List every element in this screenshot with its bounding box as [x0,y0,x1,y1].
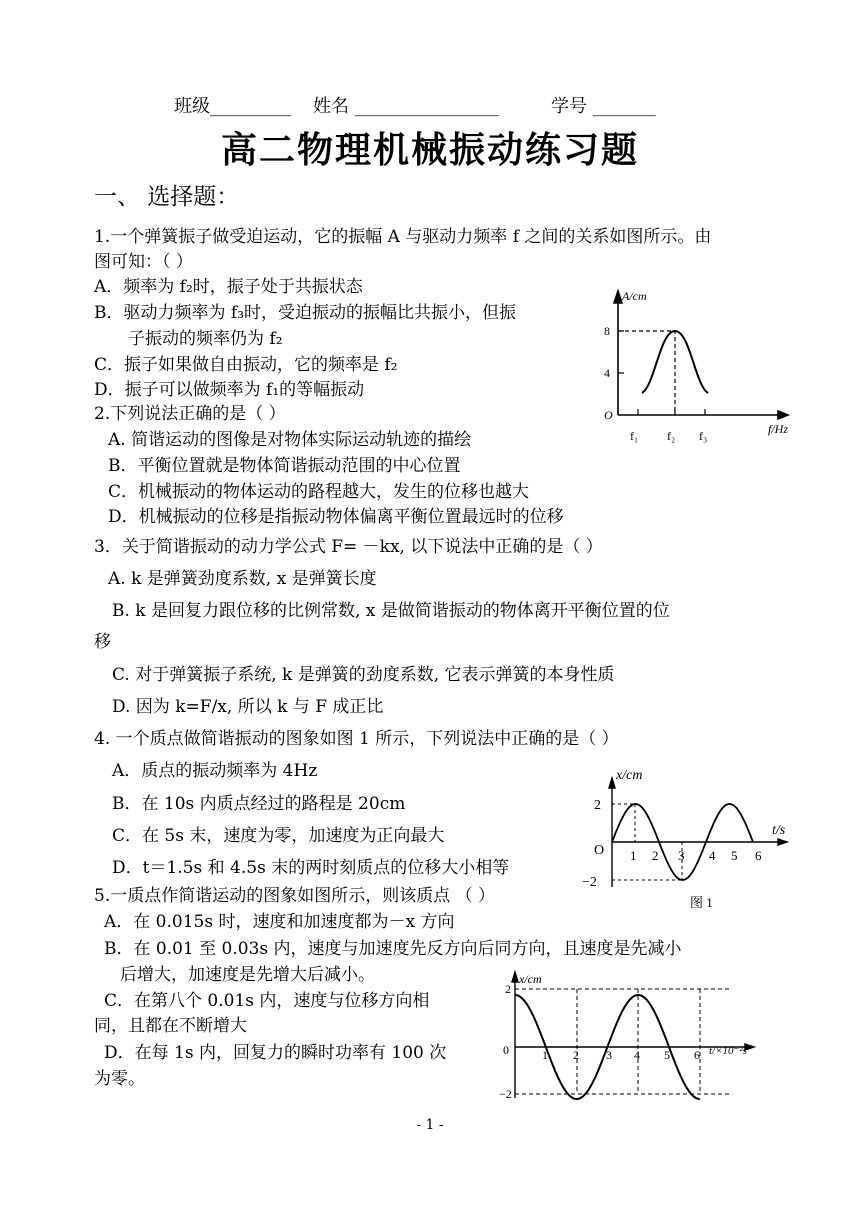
fig1-tick-x6: 6 [755,848,762,863]
fig1-tick-x4: 4 [709,848,716,863]
q2-option-b: B．平衡位置就是物体简谐振动范围的中心位置 [108,456,461,476]
q5-stem: 5.一质点作简谐运动的图象如图所示，则该质点 （ ） [94,886,496,906]
q3-stem: 3．关于简谐振动的动力学公式 F= －kx, 以下说法中正确的是（ ） [94,537,603,557]
fig1-tick-pos2: 2 [594,798,601,813]
q2-option-d: D．机械振动的位移是指振动物体偏离平衡位置最远时的位移 [108,507,564,527]
fig5-origin: 0 [503,1043,509,1057]
fig1-tick-neg2: −2 [582,875,597,890]
fig5-tick-x3: 3 [606,1048,612,1062]
page-title: 高二物理机械振动练习题 [220,130,639,171]
figure-1-oscillation-graph [580,762,795,912]
fig1-tick-x1: 1 [630,848,637,863]
class-label: 班级_________ [174,96,291,117]
q3-option-d: D. 因为 k=F/x, 所以 k 与 F 成正比 [112,697,384,717]
q2-stem: 2.下列说法正确的是（ ） [94,404,286,424]
resonance-f2: f₂ [667,429,676,443]
q5-oscillation-graph [495,968,760,1103]
q1-stem-line2: 图可知：（ ） [94,252,193,272]
q5-option-c-line1: C．在第八个 0.01s 内，速度与位移方向相 [104,991,430,1011]
resonance-tick-4: 4 [604,366,610,380]
fig1-origin: O [594,843,605,858]
q3-option-b-line1: B. k 是回复力跟位移的比例常数, x 是做简谐振动的物体离开平衡位置的位 [112,601,670,621]
q1-option-b-line1: B．驱动力频率为 f₃时，受迫振动的振幅比共振小，但振 [94,303,517,323]
fig1-tick-x3: 3 [678,848,685,863]
resonance-curve-figure [600,285,800,450]
resonance-f3: f₃ [699,429,708,443]
q4-option-d: D．t＝1.5s 和 4.5s 末的两时刻质点的位移大小相等 [112,858,510,878]
q4-option-b: B．在 10s 内质点经过的路程是 20cm [112,794,406,814]
q1-option-b-line2: 子振动的频率仍为 f₂ [128,329,283,349]
q1-option-d: D．振子可以做频率为 f₁的等幅振动 [94,380,365,400]
q4-option-c: C．在 5s 末，速度为零，加速度为正向最大 [112,826,445,846]
resonance-origin: O [604,408,613,422]
q5-option-d-line1: D．在每 1s 内，回复力的瞬时功率有 100 次 [104,1043,447,1063]
q1-option-c: C．振子如果做自由振动，它的频率是 f₂ [94,355,398,375]
q5-option-a: A．在 0.015s 时，速度和加速度都为－x 方向 [104,912,455,932]
resonance-f1: f₁ [630,429,639,443]
fig5-x-label: t/×10⁻²s [709,1045,747,1057]
fig1-y-label: x/cm [616,768,643,783]
fig5-tick-x2: 2 [573,1048,579,1062]
fig5-tick-x4: 4 [634,1048,640,1062]
q3-option-a: A. k 是弹簧劲度系数, x 是弹簧长度 [108,569,377,589]
fig1-caption: 图 1 [690,895,713,910]
section-heading: 一、 选择题： [94,184,240,210]
q3-option-c: C. 对于弹簧振子系统, k 是弹簧的劲度系数, 它表示弹簧的本身性质 [112,665,615,685]
q5-option-d-line2: 为零。 [94,1069,145,1089]
name-label: 姓名 ________________ [313,96,499,117]
q1-stem-line1: 1.一个弹簧振子做受迫运动，它的振幅 A 与驱动力频率 f 之间的关系如图所示。由 [94,227,712,247]
q5-option-c-line2: 同，且都在不断增大 [94,1016,247,1036]
fig5-tick-x1: 1 [542,1048,548,1062]
resonance-y-label: A/cm [622,289,647,303]
q3-option-b-line2: 移 [94,632,111,652]
q5-option-b-line2: 后增大，加速度是先增大后减小。 [120,965,375,985]
q2-option-c: C．机械振动的物体运动的路程越大，发生的位移也越大 [108,482,530,502]
resonance-x-label: f/Hz [768,422,789,436]
resonance-tick-8: 8 [604,324,610,338]
page-number: - 1 - [416,1117,444,1133]
fig1-tick-x5: 5 [731,848,738,863]
fig5-tick-pos2: 2 [505,982,511,996]
fig1-tick-x2: 2 [652,848,659,863]
q2-option-a: A. 简谐运动的图像是对物体实际运动轨迹的描绘 [108,430,472,450]
fig5-tick-x6: 6 [694,1048,700,1062]
q4-stem: 4. 一个质点做简谐振动的图象如图 1 所示，下列说法中正确的是（ ） [94,729,619,749]
q5-option-b-line1: B．在 0.01 至 0.03s 内，速度与加速度先反方向后同方向，且速度是先减小 [104,939,682,959]
student-id-label: 学号 _______ [551,96,656,117]
fig1-x-label: t/s [772,823,786,838]
fig5-tick-neg2: −2 [499,1087,512,1101]
fig5-y-label: x/cm [519,972,542,986]
fig5-tick-x5: 5 [664,1048,670,1062]
q4-option-a: A．质点的振动频率为 4Hz [112,761,318,781]
q1-option-a: A．频率为 f₂时，振子处于共振状态 [94,277,363,297]
